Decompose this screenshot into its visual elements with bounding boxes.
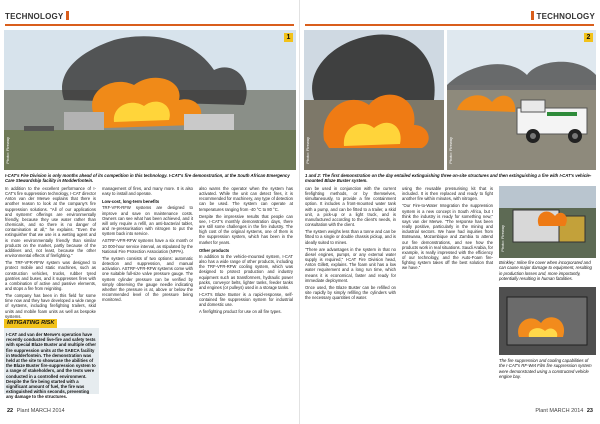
page-number: 22 — [7, 408, 14, 414]
page-number: 23 — [586, 408, 593, 414]
fire-demo-illustration-1 — [4, 30, 296, 170]
paragraph: The system consists of two options: automatic detection and suppression, and manual activation. ASTRF-VFR-RFW systems come with one suitable full-size valve pressure gauge. The system cylinder pressure can be verified by simply observing the gauge needle indicating whether the pressure is at, above or below the recommended level of the pressure being monitored. — [102, 255, 193, 303]
subheading: Low-cost, long-term benefits — [102, 199, 160, 205]
photo-credit: Photo: Fireway — [5, 137, 10, 164]
paragraph: The TRF-VFR-RFW system was designed to protect mobile and static machines, such as construction vehicles, trucks, rubber tyred gantries and buses, and it suppresses fires with a combination of active and passive elements, and stops a fire from reigniting. — [5, 260, 96, 291]
fire-demo-photo-2 — [304, 30, 444, 170]
paragraph: management of fires, and many more. It is also easy to install and operate. — [102, 186, 193, 197]
folio-left — [5, 408, 65, 414]
paragraph: A firefighting product for use on all fire types. — [199, 309, 282, 315]
paragraph: In addition to the excellent performance of I-CAT's fire suppression technology, I-CAT director Anton van der Merwe explains that there is another reason to look at the company's fire suppression solutions. "All of our applications and systems' offerings are environmentally friendly, because they use water rather than chemicals, and so there is no danger of contamination at all," he explains. "Even the extinguisher that we use is a wetting agent and is more environmentally friendly than similar products on the market, partly because of the additives and, not least, because the other environmental effects of firefighting." — [5, 186, 96, 259]
issue-date: MARCH 2014 — [549, 408, 584, 414]
photo-caption-3: Brinkley: Inline fire cover when incorporated and can cause major damage to equipment, resulting in production losses and, more importantly, potentially resulting in human fatalities. — [499, 260, 592, 282]
photo-number-badge: 2 — [584, 33, 593, 42]
fire-demo-photo-3 — [447, 30, 596, 170]
article-column-1 — [5, 186, 96, 326]
fire-demo-photo-4 — [499, 186, 596, 258]
section-marker — [531, 11, 534, 20]
issue-date: MARCH 2014 — [30, 408, 65, 414]
paragraph: Once used, the Blaze Buster can be refilled on site rapidly by simply refilling the cylinders with the necessary quantities of water. — [305, 284, 396, 301]
magazine-title: Plant — [535, 408, 548, 414]
folio-right — [535, 408, 595, 414]
article-column-2 — [102, 186, 193, 390]
sidebar-box-label: MITIGATING RISK — [4, 319, 57, 328]
engine-bay-photo — [499, 287, 596, 355]
article-column-4 — [305, 186, 396, 390]
equipment-illustration — [499, 186, 596, 258]
photo-credit: Photo: Fireway — [305, 137, 310, 164]
article-column-5 — [402, 186, 493, 390]
fire-demo-illustration-2 — [304, 30, 444, 170]
magazine-title: Plant — [16, 408, 30, 414]
fire-demo-photo-1 — [4, 30, 296, 170]
photo-credit: Photo: Fireway — [500, 225, 505, 252]
article-column-3 — [199, 186, 293, 390]
subheading: Other products — [199, 247, 230, 253]
paragraph: In addition to the vehicle-mounted system, I-CAT also has a wide range of other products, including the TRF-VFR-RFW cooling system, which was designed to protect production and industry equipment such as transformers, hydraulic power packs, conveyor belts, lighter tanks, feeder tanks and engines (or pulleys) used in a storage tanks. — [199, 253, 293, 290]
paragraph: "There are advantages in the system in that no diesel engines, pumps, or any external water supply is required," I-CAT Fire Division head, Anton Gillett, explains. The foam unit has a low water requirement and a long run time, which means it is economical, faster and ready for immediate deployment. — [305, 246, 396, 283]
section-header-left: TECHNOLOGY — [5, 11, 72, 23]
paragraph: I-CAT's Blaze Buster is a rapid-response, self-contained fire suppression system for industrial and domestic use. — [199, 291, 293, 308]
engine-bay-illustration — [499, 287, 596, 355]
photo-caption-1: I-CAT's Fire Division is only months ahead of its competition in this technology. I-CAT's fire demonstration, at the South African Emergency Care Stewardship facility in Modderfontein. — [5, 173, 290, 184]
photo-number-badge: 1 — [284, 33, 293, 42]
photo-credit: Photo: Fireway — [448, 137, 453, 164]
section-marker — [66, 11, 69, 20]
fire-demo-illustration-3 — [447, 30, 596, 170]
paragraph: also warns the operator when the system has activated. While the unit can detect fires, it is recommended for machinery, any type of detection can be used. The system can operate at temperatures ranging from -40 °C to 80 °C. — [199, 186, 293, 212]
paragraph: TRF-VFR-RFW systems are designed to improve and save on maintenance costs. Owners can see what has been achieved, and it will only require a refill, an anti-bacterial tablet, and re-pressurisation with nitrogen to put the system back into service. — [102, 205, 193, 237]
paragraph: The company has been in this field for some time now and they have developed a wide range of systems, including firefighting trailers, skid units and mobile foam units as well as bespoke systems. — [5, 293, 96, 319]
section-header-right: TECHNOLOGY — [528, 11, 595, 23]
photo-caption-4: The fire suppression and cooling capabilities of the I-CAT's RF-Wet Film fire suppression system were demonstrated using a constructed vehicle engine bay. — [499, 358, 592, 380]
sidebar-box-text: I-CAT and van der Merwe's operation have recently conducted live-fire and safety tests with special Blaze Buster and multiple other fire suppression units at the SAECA facility in Modderfontein. The demonstration was held at the site to showcase the abilities of the Blaze Buster fire-suppression system to a range of stakeholders, and the tests were conducted in a controlled environment. Despite the fire being started with a significant amount of fuel, the fire was extinguished within seconds, preventing any damage to the structures. — [6, 332, 97, 400]
header-rule-right — [305, 24, 594, 26]
paragraph: The system weighs less than a tonne and can be fitted to a single or double chassis pickup, and is ideally suited to mines. — [305, 229, 396, 245]
paragraph: "Our Fire-to-Water Integration the suppression system is a new concept in South Africa, but I think the industry is ready for something new," says van der Merwe. "The response has been really positive, particularly in the mining and industrial sectors. We have had inquiries from Botswana, Mozambique and Zambia to attend our fire demonstrations, and see how the products work in real situations. Saudi Arabia, for example, is really impressed with the efficiency of our technology, and the Auto-Foam fire-fighting system takes off the best solution that we have." — [402, 203, 493, 271]
right-page — [300, 0, 600, 424]
paragraph: Despite the impressive results that people can see, I-CAT's monthly demonstration days, there are still some challenges in the fire industry. The high cost of the original systems, one of them is the suppression system, which has been in the market for years. — [199, 213, 293, 245]
header-rule-left — [5, 24, 294, 26]
paragraph: using the reusable pressurising kit that is included. It is then replaced and ready to fight another fire within minutes, with nitrogen. — [402, 186, 493, 202]
paragraph: ASTRF-VFR-RFW systems have a six month or 10 000-hour service interval, as stipulated by the National Fire Protection Association (NFPA). — [102, 238, 193, 254]
paragraph: can be used in conjunction with the current firefighting methods, or by themselves, simultaneously, to provide a fire containment option. It includes a front-mounted water tank with a pump, and can be fitted to a trailer, a skid unit, a pick-up or a light truck, and is manufactured according to the client's needs, in consultation with the client. — [305, 186, 396, 228]
photo-caption-2: 1 and 2: The first demonstration on the day entailed extinguishing three on-site structures and then extinguishing a fire with I-CAT's vehicle-mounted Blaze Buster system. — [305, 173, 592, 184]
